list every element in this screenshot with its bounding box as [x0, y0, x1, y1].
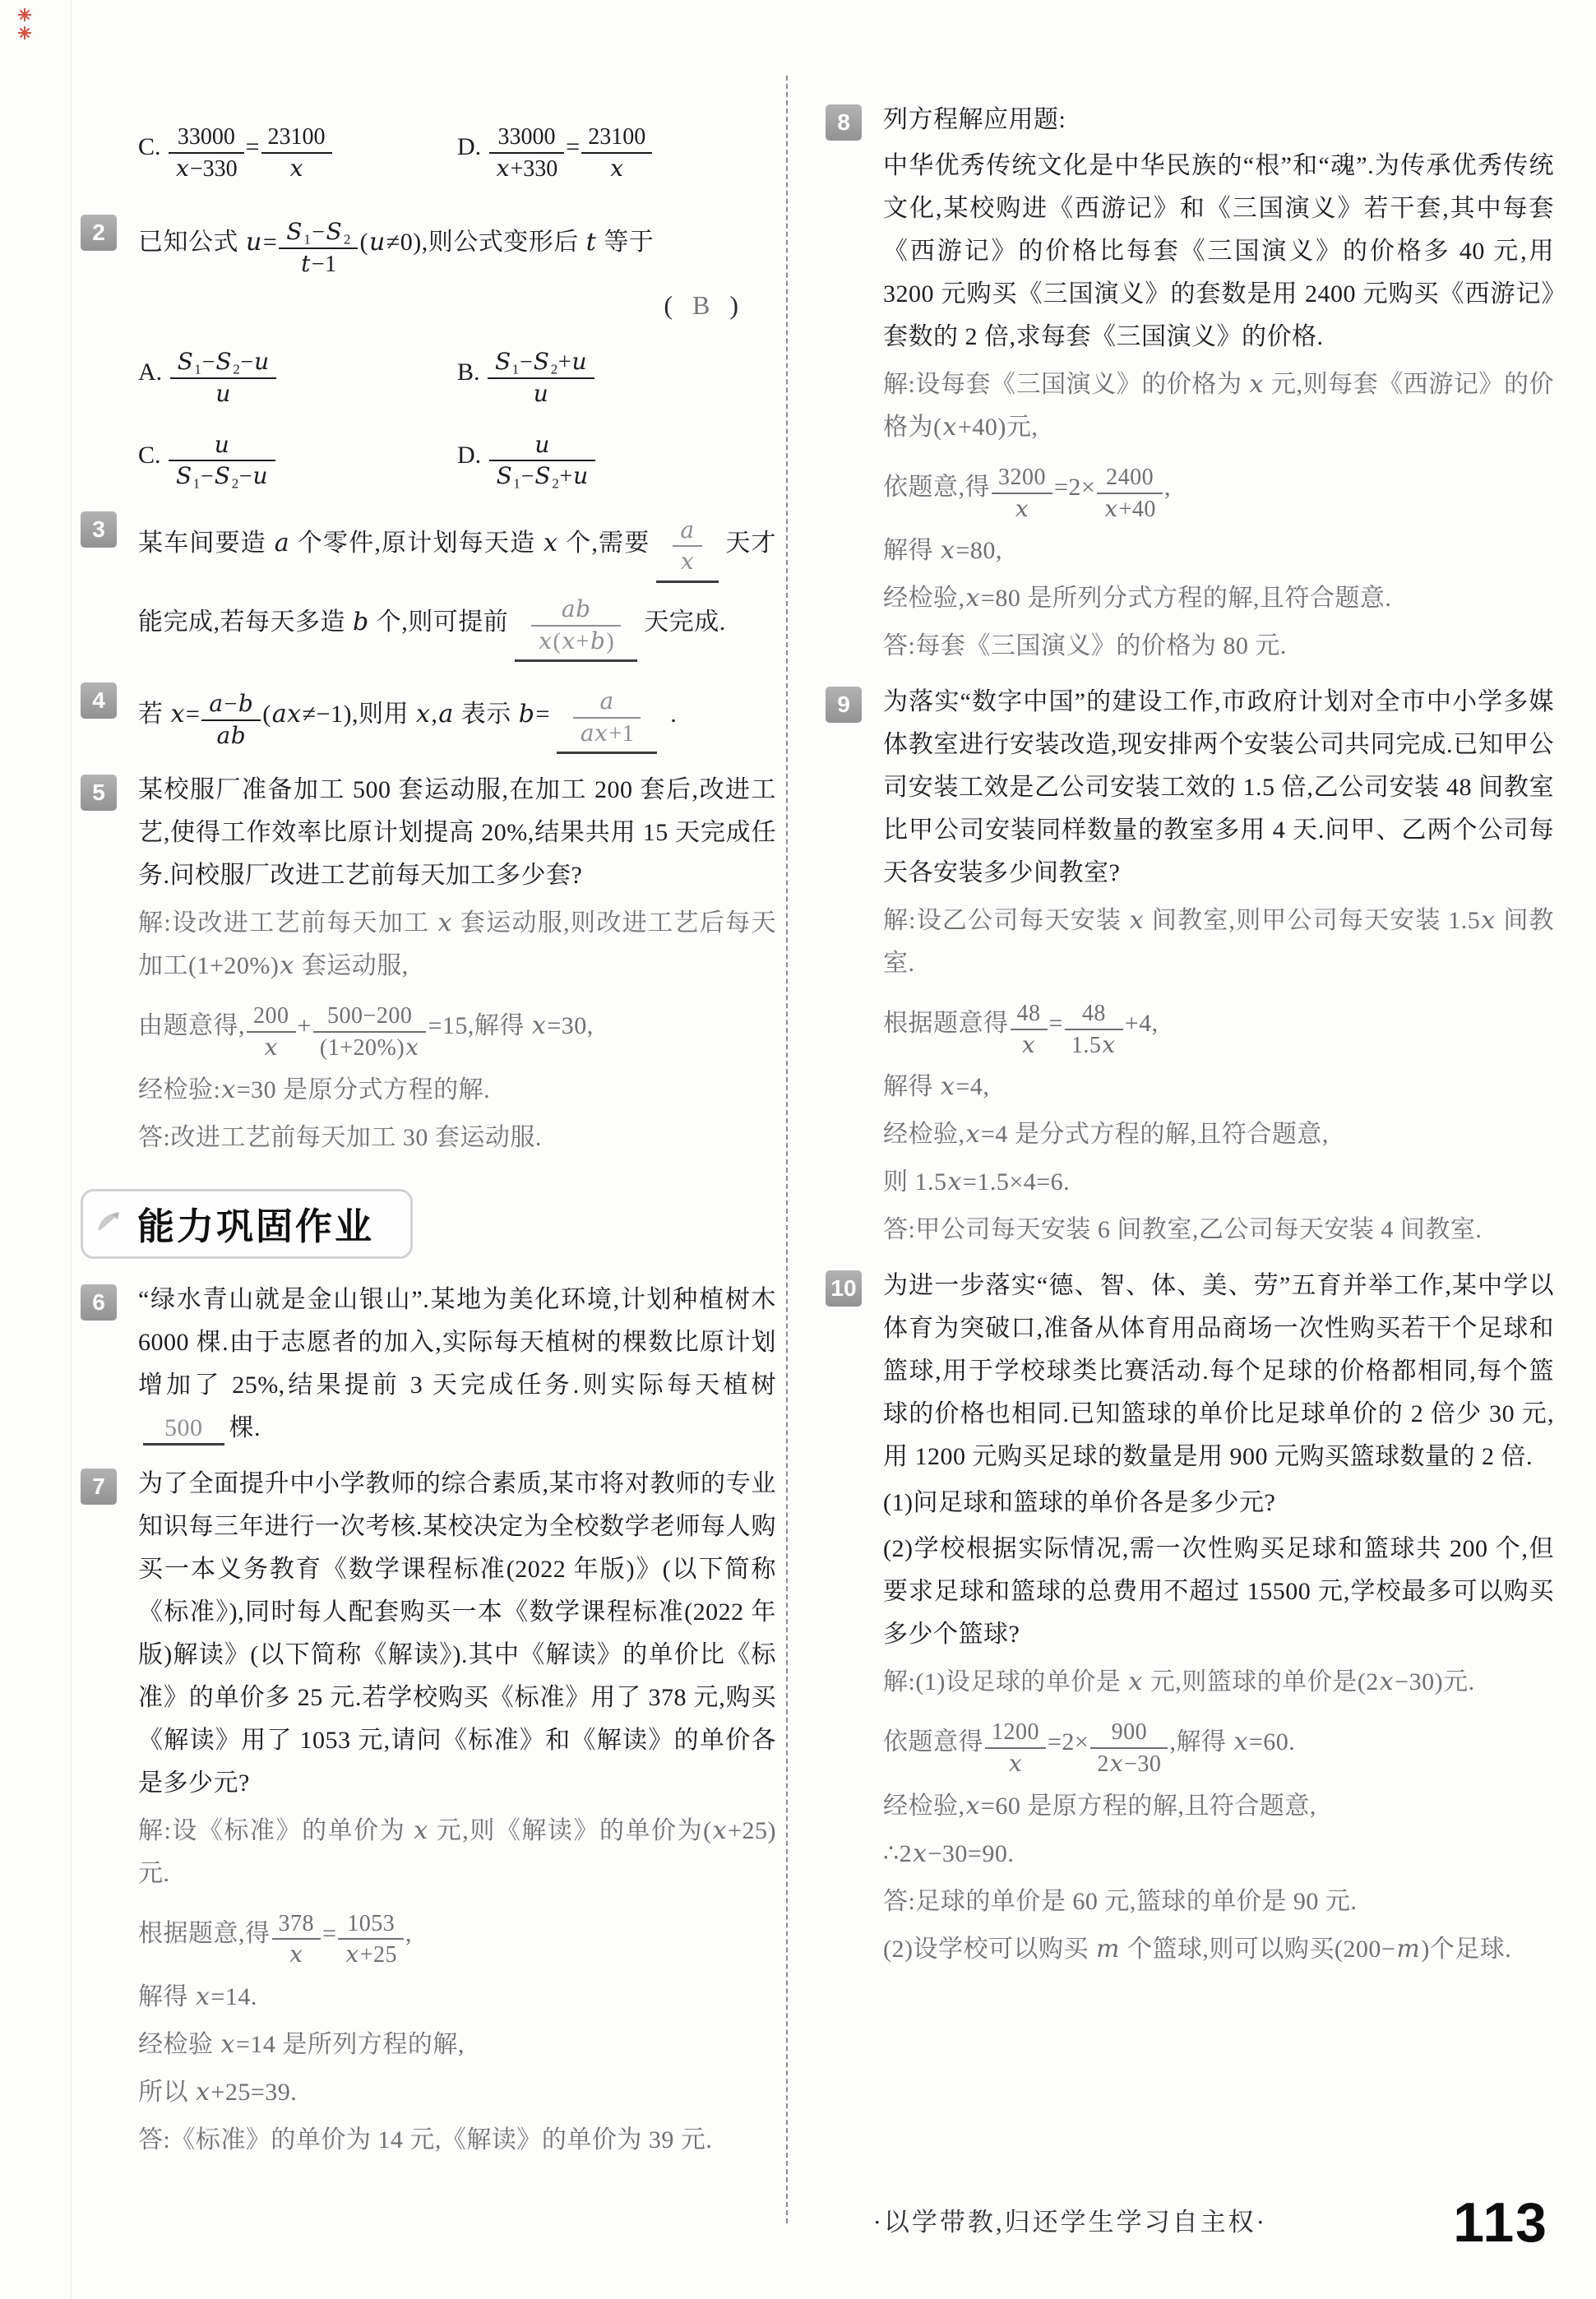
fraction	[201, 690, 261, 750]
red-asterisk-icon	[16, 7, 33, 23]
inline-fraction	[488, 340, 594, 408]
math-variable: x	[941, 1072, 955, 1102]
inline-fraction	[261, 115, 332, 183]
inline-fraction	[169, 115, 244, 183]
fraction	[1097, 464, 1163, 523]
fraction-numerator	[573, 687, 641, 719]
fraction	[169, 123, 244, 183]
math-variable: x	[221, 1075, 236, 1104]
math-variable: a	[599, 687, 614, 715]
math-variable: a	[438, 700, 454, 729]
fraction-denominator: S₁−S₂+u	[496, 462, 589, 490]
math-variable: u	[573, 462, 589, 490]
fraction	[169, 431, 275, 491]
fraction-numerator: 48	[1065, 1000, 1123, 1030]
math-variable: S	[214, 462, 230, 490]
inline-fraction	[338, 1902, 404, 1969]
fraction-denominator: x(x+b)	[539, 627, 615, 655]
math-variable: m	[1095, 1934, 1120, 1964]
fraction-denominator	[201, 721, 261, 751]
math-variable: m	[1396, 1934, 1421, 1964]
statement-paragraph: “绿水青山就是金山银山”.某地为美化环境,计划种植树木 6000 棵.由于志愿者的加入,实际每天植树的棵数比原计划增加了 25%,结果提前 3 天完成任务.则实际每天植树500 棵.	[138, 1279, 776, 1450]
answer-fraction	[656, 507, 718, 583]
math-variable: u	[252, 462, 268, 490]
problem-5	[81, 769, 776, 1159]
problem-6	[81, 1279, 776, 1450]
fraction	[279, 218, 358, 278]
answer-fraction	[557, 678, 657, 754]
math-variable: x	[289, 154, 303, 182]
inline-fraction	[313, 994, 427, 1062]
fraction-numerator: 23100	[581, 123, 652, 154]
math-variable: x	[1481, 906, 1496, 936]
math-variable: S	[495, 348, 511, 376]
fraction-denominator	[992, 494, 1052, 524]
math-variable: S	[286, 218, 303, 246]
fraction	[1065, 1000, 1123, 1059]
math-variable: x	[965, 1791, 980, 1820]
inline-fraction	[247, 994, 296, 1062]
solution-paragraph: 解:设每套《三国演义》的价格为 x 元,则每套《西游记》的价格为(x+40)元,	[883, 370, 1554, 442]
solution-paragraph: 答:每套《三国演义》的价格为 80 元.	[883, 632, 1287, 660]
solution-paragraph: 依题意得 $\frac{1200}{x}$ =2× $\frac{900}{2x-30}$ ,解得 x=60.	[883, 1709, 1554, 1779]
math-variable: x	[539, 627, 553, 655]
math-variable: x	[289, 1941, 303, 1968]
math-variable: x	[196, 2077, 210, 2107]
fraction-numerator	[673, 516, 701, 548]
math-variable: t	[301, 249, 311, 277]
math-variable: x	[965, 584, 980, 613]
math-variable: S	[176, 462, 192, 490]
math-variable: x	[437, 909, 452, 938]
inline-fraction	[1065, 992, 1123, 1059]
math-variable: x	[942, 413, 957, 442]
solution-paragraph: 解:设改进工艺前每天加工 x 套运动服,则改进工艺后每天加工(1+20%)x 套运动服,	[138, 909, 776, 981]
math-variable: x	[1021, 1030, 1036, 1058]
fraction-denominator: x+330	[496, 154, 558, 182]
inline-fraction	[992, 456, 1052, 523]
solution-paragraph: 根据题意,得 $\frac{378}{x}$ = $\frac{1053}{x+25}$ ,	[138, 1900, 776, 1971]
math-variable: x	[1129, 906, 1145, 936]
option-cell: A. $\frac{\text{S₁−S₂−u}}{u}$	[138, 339, 457, 409]
answer-blank: 500	[143, 1414, 224, 1446]
inline-fraction	[581, 115, 652, 183]
math-variable: x	[965, 1120, 980, 1150]
statement-paragraph: 为落实“数字中国”的建设工作,市政府计划对全市中小学多媒体教室进行安装改造,现安排两个安装公司共同完成.已知甲公司安装工效是乙公司安装工效的 1.5 倍,乙公司安装 48 间教室比甲公司安装同样数量的教室多用 4 天.问甲、乙两个公司每天各安装多少间教室?	[883, 688, 1554, 887]
fraction	[272, 1910, 322, 1969]
fraction	[261, 123, 332, 183]
fraction-numerator: S₁−S₂−u	[170, 348, 277, 379]
option-cell: D. $\frac{33000}{x+330}$ = $\frac{23100}{x}$	[457, 113, 776, 184]
problem-body	[138, 209, 776, 493]
problem-3	[81, 506, 776, 664]
statement-paragraph: 某校服厂准备加工 500 套运动服,在加工 200 套后,改进工艺,使得工作效率比原计划提高 20%,结果共用 15 天完成任务.问校服厂改进工艺前每天加工多少套?	[138, 776, 776, 890]
fraction-numerator	[169, 431, 275, 462]
inline-fraction	[1090, 1710, 1168, 1778]
solution-paragraph: 则 1.5x=1.5×4=6.	[883, 1168, 1071, 1197]
fraction-numerator: 3200	[992, 464, 1052, 494]
answer-mark: ( B )	[664, 290, 738, 321]
problem-4	[81, 677, 776, 756]
math-variable: x	[280, 951, 294, 981]
math-variable: S	[326, 218, 343, 246]
math-variable: x	[947, 1168, 962, 1197]
math-variable: x	[941, 536, 955, 566]
solution-paragraph: ∴2x−30=90.	[883, 1839, 1015, 1868]
math-variable: b	[353, 607, 369, 636]
math-variable: x	[415, 700, 431, 729]
math-variable: ab	[561, 594, 591, 622]
problem-number-badge: 3	[81, 511, 117, 548]
math-variable: x	[1104, 494, 1118, 522]
math-variable: u	[533, 379, 548, 407]
problem-number-badge: 4	[81, 682, 117, 719]
math-variable: ab	[216, 721, 247, 749]
fraction-denominator: ax+1	[580, 719, 635, 747]
math-variable: t	[585, 228, 597, 257]
solution-paragraph: 解得 x=4,	[883, 1072, 990, 1102]
solution-paragraph: 答:甲公司每天安装 6 间教室,乙公司每天安装 4 间教室.	[883, 1216, 1483, 1244]
solution-paragraph: 经检验 x=14 是所列方程的解,	[138, 2029, 465, 2059]
math-variable: S	[177, 348, 193, 376]
solution-paragraph: 根据题意得 $\frac{48}{x}$ = $\frac{48}{1.5x}$ +4,	[883, 990, 1554, 1061]
options-continued	[81, 113, 776, 184]
solution-paragraph: 解:设乙公司每天安装 x 间教室,则甲公司每天安装 1.5x 间教室.	[883, 906, 1554, 978]
math-variable: x	[414, 1816, 428, 1845]
problem-number-badge: 6	[81, 1284, 117, 1321]
solution-paragraph: 经检验,x=4 是分式方程的解,且符合题意,	[883, 1120, 1329, 1150]
left-column	[81, 95, 776, 2175]
solution-paragraph: 解得 x=14.	[138, 1982, 257, 2011]
statement-paragraph: 若 x= $\frac{a-b}{ab}$ (ax≠−1),则用 x,a 表示 b= $\frac{a}{ax+1}$ .	[138, 677, 776, 756]
statement-paragraph: (1)问足球和篮球的单价各是多少元?	[883, 1489, 1276, 1517]
math-variable: x	[531, 1011, 547, 1041]
statement-paragraph: 已知公式 u= $\frac{\text{S₁−S₂}}{t-1}$ (u≠0),则公式变形后 t 等于	[138, 209, 776, 280]
math-variable: x	[1249, 370, 1264, 399]
math-variable: x	[680, 548, 695, 576]
problem-body	[138, 677, 776, 756]
inline-fraction	[489, 115, 565, 183]
fraction-numerator	[489, 431, 596, 462]
options-row	[138, 422, 776, 493]
inline-fraction	[985, 1710, 1046, 1778]
fraction	[673, 516, 701, 576]
fraction-denominator	[581, 154, 652, 183]
fraction	[992, 464, 1052, 523]
inline-fraction	[1097, 456, 1163, 523]
fraction-denominator: x−330	[176, 154, 238, 182]
math-variable: u	[534, 430, 550, 458]
math-variable: x	[544, 528, 558, 557]
math-variable: x	[345, 1941, 359, 1968]
math-variable: x	[1128, 1668, 1143, 1697]
section-title: 能力巩固作业	[137, 1205, 375, 1247]
fraction-denominator	[261, 154, 332, 183]
math-variable: ax	[580, 719, 608, 747]
fraction	[170, 348, 277, 408]
math-variable: S	[533, 348, 549, 376]
math-variable: x	[1102, 1030, 1116, 1058]
math-variable: a	[680, 516, 695, 544]
problem-2	[81, 209, 776, 493]
math-variable: x	[1379, 1668, 1395, 1697]
solution-paragraph: 解得 x=80,	[883, 536, 1002, 566]
problem-number-badge: 9	[826, 687, 862, 723]
red-asterisk-icon	[16, 25, 33, 41]
fraction-denominator	[985, 1749, 1046, 1779]
fraction-denominator	[247, 1033, 296, 1062]
solution-paragraph: 经检验,x=60 是原方程的解,且符合题意,	[883, 1791, 1316, 1820]
math-variable: u	[215, 379, 231, 407]
solution-paragraph: 经检验:x=30 是原分式方程的解.	[138, 1075, 491, 1104]
fraction	[313, 1002, 427, 1062]
fraction-numerator: 378	[272, 1910, 322, 1941]
fraction-numerator: 500−200	[313, 1002, 427, 1033]
statement-paragraph: 为进一步落实“德、智、体、美、劳”五育并举工作,某中学以体育为突破口,准备从体育用品商场一次性购买若干个足球和篮球,用于学校球类比赛活动.每个足球的价格都相同,每个篮球的价格也相同.已知篮球的单价比足球单价的 2 倍少 30 元,用 1200 元购买足球的数量是用 900 元购买篮球数量的 2 倍.	[883, 1272, 1554, 1471]
math-variable: S	[215, 348, 232, 376]
page-edge-shading	[71, 0, 72, 2299]
fraction-numerator: 2400	[1097, 464, 1163, 494]
math-variable: S	[534, 462, 551, 490]
fraction-numerator: a−b	[201, 690, 261, 721]
options-row	[138, 339, 776, 409]
problem-9	[826, 681, 1554, 1251]
fraction-denominator	[673, 547, 701, 576]
problem-body	[883, 681, 1554, 1251]
problem-body	[883, 1265, 1554, 1970]
fraction-numerator: 33000	[489, 123, 565, 154]
math-variable: S	[496, 462, 512, 490]
fraction-denominator	[1011, 1030, 1048, 1060]
fraction	[1011, 1000, 1048, 1059]
fraction-numerator: 33000	[169, 123, 244, 154]
option-cell: B. $\frac{\text{S₁−S₂+u}}{u}$	[457, 339, 776, 409]
answer-fraction	[515, 586, 637, 662]
problem-10	[826, 1265, 1554, 1970]
statement-paragraph: 中华优秀传统文化是中华民族的“根”和“魂”.为传承优秀传统文化,某校购进《西游记》和《三国演义》若干套,其中每套《西游记》的价格比每套《三国演义》的价格多 40 元,用 3200 元购买《三国演义》的套数是用 2400 元购买《西游记》套数的 2 倍,求每套《三国演义》的价格.	[883, 152, 1554, 350]
options-row	[138, 113, 776, 184]
math-variable: x	[1109, 1749, 1124, 1777]
page-footer	[0, 2186, 1596, 2260]
solution-paragraph: 所以 x+25=39.	[138, 2077, 298, 2107]
option-cell: C. $\frac{u}{\text{S₁−S₂−u}}$	[138, 422, 457, 493]
fraction	[247, 1002, 296, 1062]
fraction-denominator: 2x−30	[1097, 1749, 1162, 1777]
problem-number-badge: 8	[826, 104, 862, 141]
problem-body	[883, 99, 1554, 668]
fraction-numerator: 1053	[338, 1910, 404, 1941]
fraction	[531, 595, 621, 655]
solution-paragraph: 解:设《标准》的单价为 x 元,则《解读》的单价为(x+25)元.	[138, 1816, 776, 1887]
math-variable: b	[590, 627, 606, 655]
solution-paragraph: 依题意,得 $\frac{3200}{x}$ =2× $\frac{2400}{x+40}$ ,	[883, 454, 1554, 525]
red-registration-marks	[16, 7, 33, 41]
fraction	[581, 123, 652, 183]
math-variable: x	[712, 1816, 728, 1845]
inline-fraction	[170, 340, 277, 408]
math-variable: x	[1008, 1749, 1023, 1777]
math-variable: a	[209, 690, 224, 718]
math-variable: x	[496, 154, 510, 182]
section-header	[81, 1189, 413, 1259]
fraction-denominator: x+40	[1104, 494, 1156, 522]
fraction-numerator: 1200	[985, 1718, 1046, 1749]
math-variable: u	[254, 348, 270, 376]
inline-fraction	[201, 682, 261, 750]
solution-paragraph: 答:足球的单价是 60 元,篮球的单价是 90 元.	[883, 1887, 1358, 1915]
statement-paragraph: 某车间要造 a 个零件,原计划每天造 x 个,需要 $\frac{a}{x}$ 天才能完成,若每天多造 b 个,则可提前 $\frac{ab}{x(x+b)}$ 天完成.	[138, 506, 776, 664]
answer-letter: B	[692, 290, 710, 321]
fraction	[573, 687, 641, 747]
inline-fraction	[169, 423, 275, 491]
math-variable: b	[238, 690, 254, 718]
fraction-denominator: S₁−S₂−u	[176, 462, 268, 490]
inline-fraction	[1011, 992, 1048, 1059]
option-cell: C. $\frac{33000}{x-330}$ = $\frac{23100}{x}$	[138, 113, 457, 184]
fraction-denominator	[170, 379, 277, 409]
fraction-numerator	[531, 595, 621, 627]
problem-number-badge: 10	[826, 1270, 862, 1307]
math-variable: x	[196, 1982, 210, 2011]
problem-number-badge: 7	[81, 1469, 117, 1505]
fraction-denominator: 1.5x	[1071, 1030, 1116, 1058]
math-variable: ax	[271, 700, 302, 729]
statement-paragraph: 为了全面提升中小学教师的综合素质,某市将对教师的专业知识每三年进行一次考核.某校决定为全校数学老师每人购买一本义务教育《数学课程标准(2022 年版)》(以下简称《标准》),同时每人配套购买一本《数学课程标准(2022 年版)解读》(以下简称《解读》).其中《解读》的单价比《标准》的单价多 25 元.若学校购买《标准》用了 378 元,购买《解读》用了 1053 元,请问《标准》和《解读》的单价各是多少元?	[138, 1469, 776, 1797]
inline-fraction	[272, 1902, 322, 1969]
problem-body	[138, 1463, 776, 2162]
statement-paragraph: 列方程解应用题:	[883, 106, 1066, 133]
fraction-numerator: S₁−S₂	[279, 218, 358, 249]
solution-paragraph: (2)设学校可以购买 m 个篮球,则可以购买(200−m)个足球.	[883, 1934, 1512, 1964]
fraction	[488, 348, 594, 408]
fraction-numerator: 23100	[261, 123, 332, 154]
option-cell: D. $\frac{u}{\text{S₁−S₂+u}}$	[457, 422, 776, 493]
math-variable: u	[246, 228, 262, 257]
fraction-denominator	[488, 379, 594, 409]
leaf-icon	[93, 1205, 127, 1240]
page-number: 113	[1453, 2191, 1548, 2254]
fraction-numerator: S₁−S₂+u	[488, 348, 594, 379]
footer-slogan: ·以学带教,归还学生学习自主权·	[872, 2208, 1267, 2237]
fraction-denominator: x+25	[345, 1941, 398, 1968]
inline-fraction	[489, 423, 596, 491]
inline-fraction	[279, 210, 358, 278]
math-variable: b	[518, 700, 535, 729]
math-variable: x	[220, 2029, 235, 2059]
solution-paragraph: 解:(1)设足球的单价是 x 元,则篮球的单价是(2x−30)元.	[883, 1668, 1475, 1697]
math-variable: x	[405, 1033, 419, 1061]
math-variable: x	[1233, 1728, 1248, 1757]
fraction-numerator: 900	[1090, 1718, 1168, 1749]
fraction	[489, 123, 565, 183]
problem-number-badge: 2	[81, 215, 117, 251]
math-variable: x	[562, 627, 576, 655]
math-variable: x	[264, 1033, 278, 1061]
column-divider	[786, 76, 788, 2223]
math-variable: x	[913, 1839, 928, 1868]
solution-paragraph: 答:《标准》的单价为 14 元,《解读》的单价为 39 元.	[138, 2126, 713, 2153]
problem-7	[81, 1463, 776, 2162]
fraction	[1090, 1718, 1168, 1778]
problem-body	[138, 769, 776, 1159]
fraction-denominator: (1+20%)x	[319, 1033, 419, 1061]
fraction	[985, 1718, 1046, 1778]
problem-8	[826, 99, 1554, 668]
statement-paragraph: (2)学校根据实际情况,需一次性购买足球和篮球共 200 个,但要求足球和篮球的总费用不超过 15500 元,学校最多可以购买多少个篮球?	[883, 1535, 1554, 1649]
math-variable: a	[274, 528, 290, 557]
problem-number-badge: 5	[81, 775, 117, 811]
math-variable: x	[610, 154, 624, 182]
math-variable: u	[368, 228, 386, 257]
fraction-denominator	[272, 1940, 322, 1969]
solution-paragraph: 答:改进工艺前每天加工 30 套运动服.	[138, 1123, 542, 1151]
fraction-denominator: t−1	[301, 249, 337, 277]
fraction-numerator: 200	[247, 1002, 296, 1033]
math-variable: x	[1015, 494, 1029, 522]
fraction	[489, 431, 596, 491]
problem-body	[138, 506, 776, 664]
solution-paragraph: 经检验,x=80 是所列分式方程的解,且符合题意.	[883, 584, 1392, 613]
right-column	[826, 95, 1554, 1984]
problem-body	[138, 1279, 776, 1450]
math-variable: x	[170, 700, 185, 729]
math-variable: u	[571, 348, 587, 376]
math-variable: x	[176, 154, 189, 182]
fraction	[338, 1910, 404, 1969]
solution-paragraph: 由题意得, $\frac{200}{x}$ + $\frac{500-200}{(1+20\%)x}$ =15,解得 x=30,	[138, 992, 776, 1063]
math-variable: u	[214, 430, 229, 458]
fraction-numerator: 48	[1011, 1000, 1048, 1030]
